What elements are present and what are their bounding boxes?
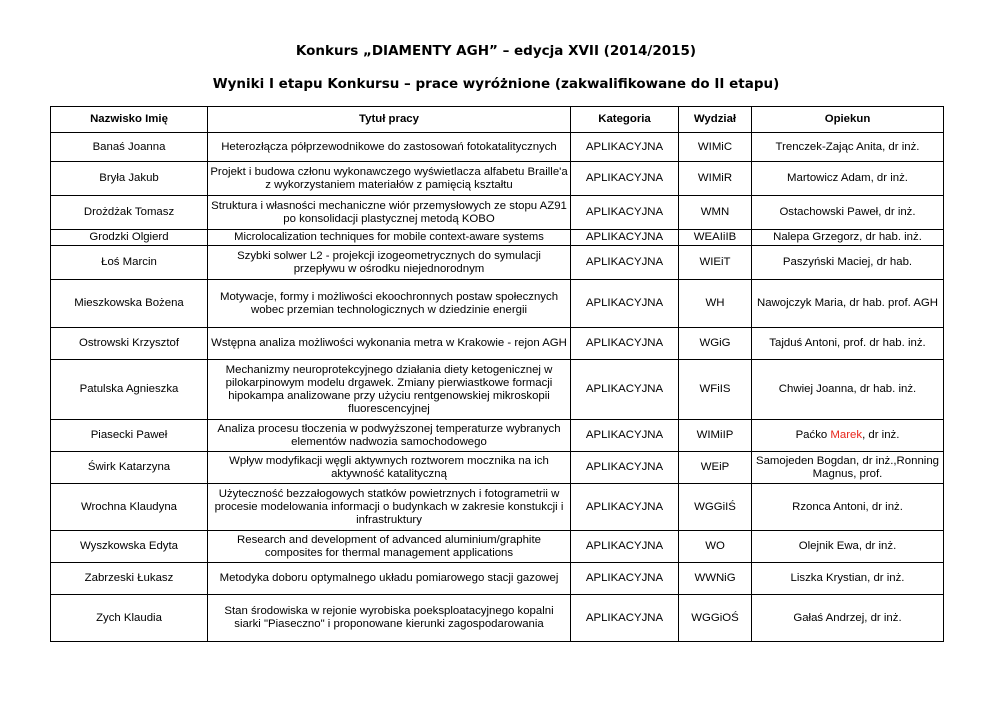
cell-name: Banaś Joanna <box>51 133 208 162</box>
cell-category: APLIKACYJNA <box>571 246 679 280</box>
cell-supervisor: Martowicz Adam, dr inż. <box>752 162 944 196</box>
cell-category: APLIKACYJNA <box>571 531 679 563</box>
cell-supervisor <box>752 420 944 452</box>
cell-name: Bryła Jakub <box>51 162 208 196</box>
cell-title: Wpływ modyfikacji węgli aktywnych roztworem mocznika na ich aktywność katalityczną <box>208 452 571 484</box>
cell-faculty: WMN <box>679 196 752 230</box>
cell-faculty: WIMiC <box>679 133 752 162</box>
table-row <box>51 531 944 563</box>
cell-name: Ostrowski Krzysztof <box>51 328 208 360</box>
cell-faculty: WIMiIP <box>679 420 752 452</box>
cell-category: APLIKACYJNA <box>571 328 679 360</box>
col-header-category: Kategoria <box>571 107 679 133</box>
table-row <box>51 452 944 484</box>
cell-title: Microlocalization techniques for mobile context-aware systems <box>208 230 571 246</box>
cell-supervisor: Liszka Krystian, dr inż. <box>752 563 944 595</box>
cell-supervisor: Chwiej Joanna, dr hab. inż. <box>752 360 944 420</box>
cell-faculty: WGGiOŚ <box>679 595 752 642</box>
cell-category: APLIKACYJNA <box>571 420 679 452</box>
cell-supervisor: Nalepa Grzegorz, dr hab. inż. <box>752 230 944 246</box>
cell-title: Analiza procesu tłoczenia w podwyższonej temperaturze wybranych elementów nadwozia samochodowego <box>208 420 571 452</box>
supervisor-title: , dr inż. <box>862 429 900 441</box>
table-row <box>51 196 944 230</box>
cell-name: Mieszkowska Bożena <box>51 280 208 328</box>
table-row <box>51 246 944 280</box>
cell-name: Zabrzeski Łukasz <box>51 563 208 595</box>
supervisor-surname: Paćko <box>795 429 831 441</box>
cell-supervisor: Gałaś Andrzej, dr inż. <box>752 595 944 642</box>
cell-title: Struktura i własności mechaniczne wiór przemysłowych ze stopu AZ91 po konsolidacji plastycznej metodą KOBO <box>208 196 571 230</box>
cell-supervisor: Trenczek-Zając Anita, dr inż. <box>752 133 944 162</box>
cell-category: APLIKACYJNA <box>571 360 679 420</box>
cell-title: Motywacje, formy i możliwości ekoochronnych postaw społecznych wobec przemian technologicznych w dziedzinie energii <box>208 280 571 328</box>
page-subtitle: Wyniki I etapu Konkursu – prace wyróżnione (zakwalifikowane do II etapu) <box>212 76 780 92</box>
cell-supervisor: Olejnik Ewa, dr inż. <box>752 531 944 563</box>
cell-title: Metodyka doboru optymalnego układu pomiarowego stacji gazowej <box>208 563 571 595</box>
cell-name: Drożdżak Tomasz <box>51 196 208 230</box>
cell-supervisor: Paszyński Maciej, dr hab. <box>752 246 944 280</box>
table-row <box>51 280 944 328</box>
cell-title: Stan środowiska w rejonie wyrobiska poeksploatacyjnego kopalni siarki "Piaseczno" i proponowane kierunki zagospodarowania <box>208 595 571 642</box>
col-header-name: Nazwisko Imię <box>51 107 208 133</box>
cell-category: APLIKACYJNA <box>571 484 679 531</box>
supervisor-firstname-highlight: Marek <box>830 429 863 441</box>
cell-name: Wrochna Klaudyna <box>51 484 208 531</box>
table-row <box>51 420 944 452</box>
cell-faculty: WGiG <box>679 328 752 360</box>
cell-supervisor: Tajduś Antoni, prof. dr hab. inż. <box>752 328 944 360</box>
results-table <box>50 106 944 642</box>
cell-name: Zych Klaudia <box>51 595 208 642</box>
table-header-row <box>51 107 944 133</box>
cell-category: APLIKACYJNA <box>571 162 679 196</box>
cell-title: Projekt i budowa członu wykonawczego wyświetlacza alfabetu Braille'a z wykorzystaniem materiałów z pamięcią kształtu <box>208 162 571 196</box>
cell-supervisor: Rzonca Antoni, dr inż. <box>752 484 944 531</box>
page-title: Konkurs „DIAMENTY AGH” – edycja XVII (2014/2015) <box>295 43 697 59</box>
col-header-supervisor: Opiekun <box>752 107 944 133</box>
cell-name: Patulska Agnieszka <box>51 360 208 420</box>
cell-supervisor: Nawojczyk Maria, dr hab. prof. AGH <box>752 280 944 328</box>
table-row <box>51 162 944 196</box>
cell-name: Łoś Marcin <box>51 246 208 280</box>
cell-name: Piasecki Paweł <box>51 420 208 452</box>
cell-faculty: WO <box>679 531 752 563</box>
cell-title: Research and development of advanced aluminium/graphite composites for thermal management applications <box>208 531 571 563</box>
col-header-faculty: Wydział <box>679 107 752 133</box>
cell-name: Grodzki Olgierd <box>51 230 208 246</box>
cell-title: Heterozłącza półprzewodnikowe do zastosowań fotokatalitycznych <box>208 133 571 162</box>
table-row <box>51 563 944 595</box>
cell-faculty: WGGiIŚ <box>679 484 752 531</box>
cell-faculty: WIEiT <box>679 246 752 280</box>
cell-faculty: WFiIS <box>679 360 752 420</box>
col-header-title: Tytuł pracy <box>208 107 571 133</box>
cell-name: Świrk Katarzyna <box>51 452 208 484</box>
table-row <box>51 133 944 162</box>
cell-faculty: WEAIiIB <box>679 230 752 246</box>
cell-title: Szybki solwer L2 - projekcji izogeometrycznych do symulacji przepływu w ośrodku niejednorodnym <box>208 246 571 280</box>
table-row <box>51 484 944 531</box>
cell-faculty: WH <box>679 280 752 328</box>
cell-category: APLIKACYJNA <box>571 595 679 642</box>
cell-supervisor: Ostachowski Paweł, dr inż. <box>752 196 944 230</box>
table-row <box>51 595 944 642</box>
table-row <box>51 328 944 360</box>
cell-category: APLIKACYJNA <box>571 230 679 246</box>
cell-category: APLIKACYJNA <box>571 133 679 162</box>
cell-title: Wstępna analiza możliwości wykonania metra w Krakowie - rejon AGH <box>208 328 571 360</box>
cell-supervisor: Samojeden Bogdan, dr inż.,Ronning Magnus, prof. <box>752 452 944 484</box>
cell-category: APLIKACYJNA <box>571 196 679 230</box>
cell-faculty: WIMiR <box>679 162 752 196</box>
table-row <box>51 360 944 420</box>
cell-name: Wyszkowska Edyta <box>51 531 208 563</box>
cell-category: APLIKACYJNA <box>571 452 679 484</box>
cell-faculty: WWNiG <box>679 563 752 595</box>
cell-category: APLIKACYJNA <box>571 563 679 595</box>
cell-faculty: WEiP <box>679 452 752 484</box>
cell-title: Użyteczność bezzałogowych statków powietrznych i fotogrametrii w procesie modelowania informacji o budynkach w zakresie konstukcji i infrastruktury <box>208 484 571 531</box>
table-row <box>51 230 944 246</box>
cell-title: Mechanizmy neuroprotekcyjnego działania diety ketogenicznej w pilokarpinowym modelu drgawek. Zmiany pierwiastkowe formacji hipokampa analizowane przy użyciu rentgenowskiej mikroskopii fluorescencyjnej <box>208 360 571 420</box>
cell-category: APLIKACYJNA <box>571 280 679 328</box>
